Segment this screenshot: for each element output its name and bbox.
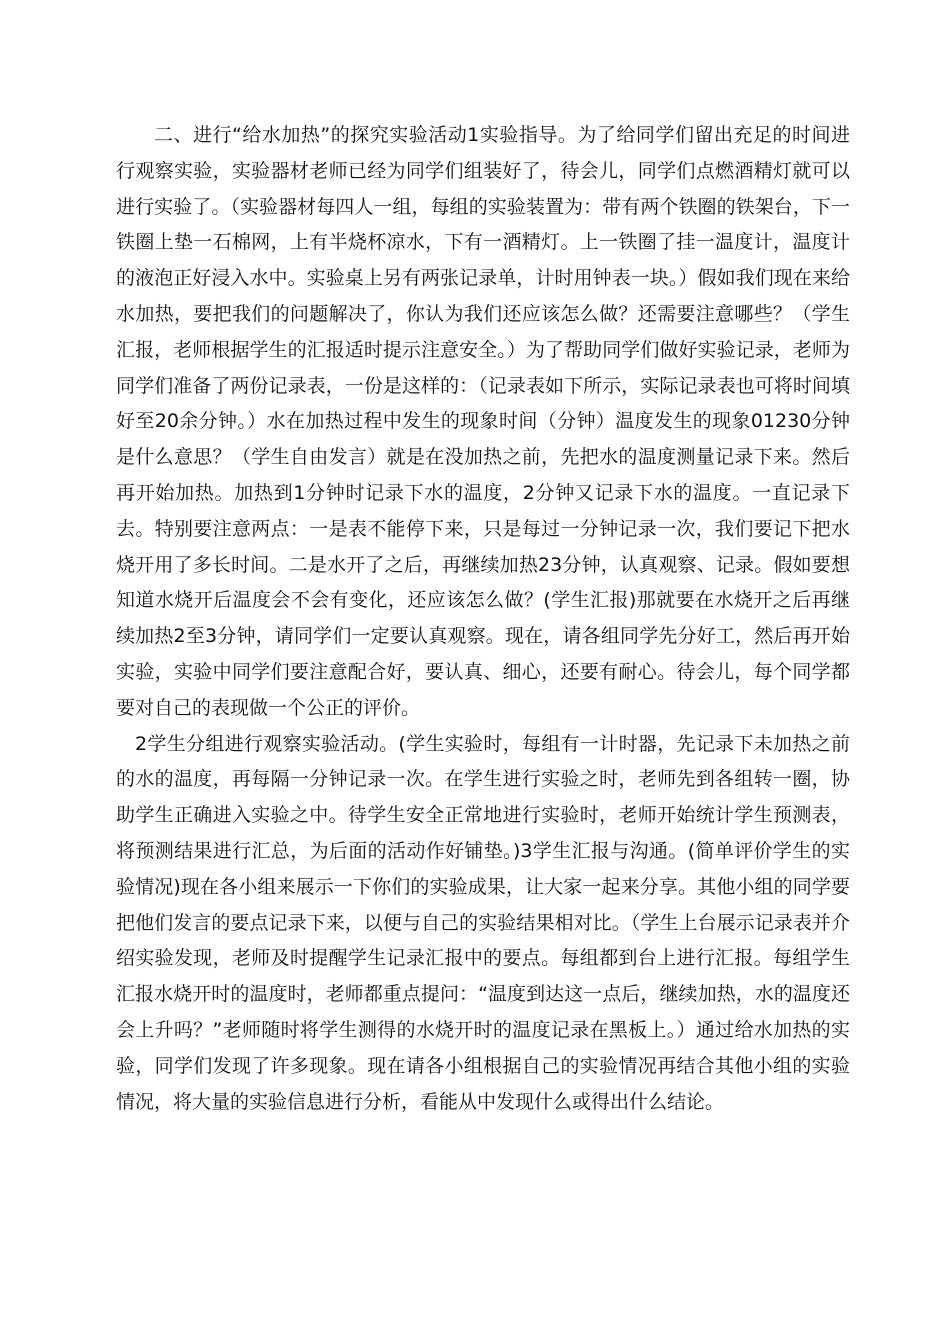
- paragraph-1: 二、进行“给水加热”的探究实验活动1实验指导。为了给同学们留出充足的时间进行观察实验，实验器材老师已经为同学们组装好了，待会儿，同学们点燃酒精灯就可以进行实验了。（实验器材每四人一组，每组的实验装置为：带有两个铁圈的铁架台，下一铁圈上垫一石棉网，上有半烧杯凉水，下有一酒精灯。上一铁圈了挂一温度计，温度计的液泡正好浸入水中。实验桌上另有两张记录单，计时用钟表一块。）假如我们现在来给水加热，要把我们的问题解决了，你认为我们还应该怎么做？还需要注意哪些？（学生汇报，老师根据学生的汇报适时提示注意安全。）为了帮助同学们做好实验记录，老师为同学们准备了两份记录表，一份是这样的：（记录表如下所示，实际记录表也可将时间填好至20余分钟。）水在加热过程中发生的现象时间（分钟）温度发生的现象01230分钟是什么意思？（学生自由发言）就是在没加热之前，先把水的温度测量记录下来。然后再开始加热。加热到1分钟时记录下水的温度，2分钟又记录下水的温度。一直记录下去。特别要注意两点：一是表不能停下来，只是每过一分钟记录一次，我们要记下把水烧开用了多长时间。二是水开了之后，再继续加热23分钟，认真观察、记录。假如要想知道水烧开后温度会不会有变化，还应该怎么做？(学生汇报)那就要在水烧开之后再继续加热2至3分钟，请同学们一定要认真观察。现在，请各组同学先分好工，然后再开始实验，实验中同学们要注意配合好，要认真、细心，还要有耐心。待会儿，每个同学都要对自己的表现做一个公正的评价。: [116, 124, 850, 719]
- document-body: [116, 118, 850, 1120]
- paragraph-2: 2学生分组进行观察实验活动。(学生实验时，每组有一计时器，先记录下未加热之前的水的温度，再每隔一分钟记录一次。在学生进行实验之时，老师先到各组转一圈，协助学生正确进入实验之中。待学生安全正常地进行实验时，老师开始统计学生预测表，将预测结果进行汇总，为后面的活动作好铺垫。)3学生汇报与沟通。(简单评价学生的实验情况)现在各小组来展示一下你们的实验成果，让大家一起来分享。其他小组的同学要把他们发言的要点记录下来，以便与自己的实验结果相对比。（学生上台展示记录表并介绍实验发现，老师及时提醒学生记录汇报中的要点。每组都到台上进行汇报。每组学生汇报水烧开时的温度时，老师都重点提问：“温度到达这一点后，继续加热，水的温度还会上升吗？”老师随时将学生测得的水烧开时的温度记录在黑板上。）通过给水加热的实验，同学们发现了许多现象。现在请各小组根据自己的实验情况再结合其他小组的实验情况，将大量的实验信息进行分析，看能从中发现什么或得出什么结论。: [116, 732, 850, 1113]
